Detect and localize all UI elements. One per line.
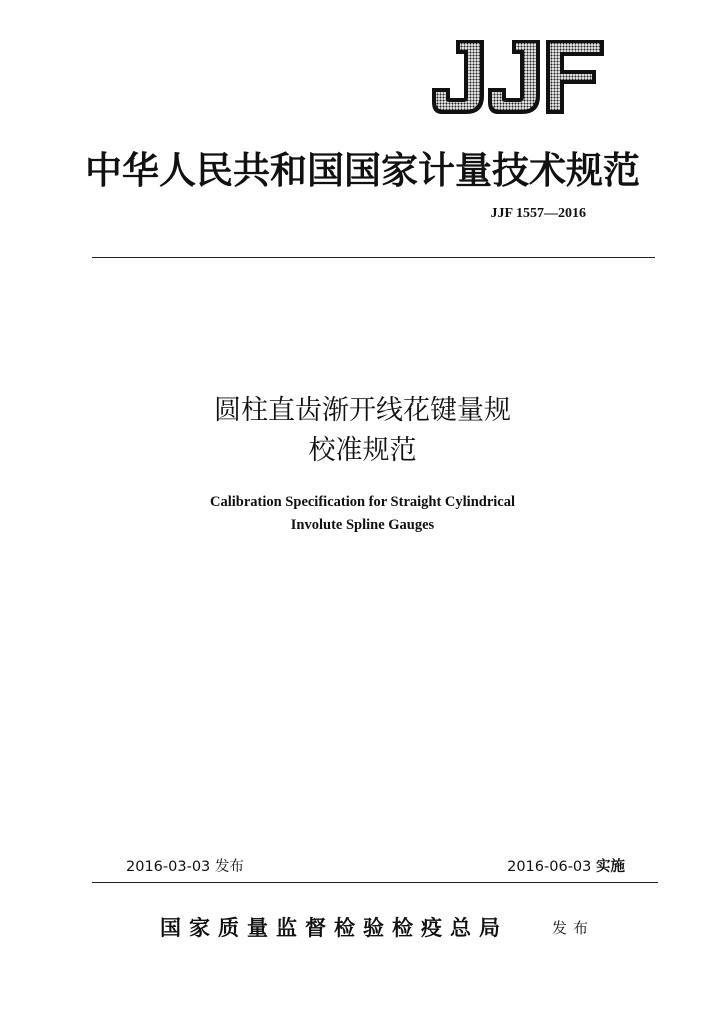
release-date-label: 发布 bbox=[214, 859, 244, 875]
effective-date-value: 2016-06-03 bbox=[507, 859, 592, 875]
top-divider bbox=[92, 257, 655, 258]
english-title-line-2: Involute Spline Gauges bbox=[290, 517, 435, 533]
chinese-title-line-2: 校准规范 bbox=[308, 435, 417, 466]
english-title-line-1: Calibration Specification for Straight Cylindrical bbox=[209, 494, 516, 510]
standard-code: JJF 1557—2016 bbox=[490, 206, 586, 221]
release-date bbox=[126, 855, 244, 876]
organization-title: 中华人民共和国国家计量技术规范 bbox=[85, 148, 640, 192]
effective-date bbox=[507, 855, 625, 876]
bottom-divider bbox=[92, 882, 658, 883]
issuing-authority-suffix: 发布 bbox=[552, 919, 595, 937]
jjf-logo bbox=[430, 36, 606, 118]
chinese-title-line-1: 圆柱直齿渐开线花键量规 bbox=[214, 395, 511, 426]
effective-date-label: 实施 bbox=[596, 859, 625, 875]
issuing-authority: 国家质量监督检验检疫总局 bbox=[160, 915, 508, 940]
release-date-value: 2016-03-03 bbox=[126, 859, 211, 875]
